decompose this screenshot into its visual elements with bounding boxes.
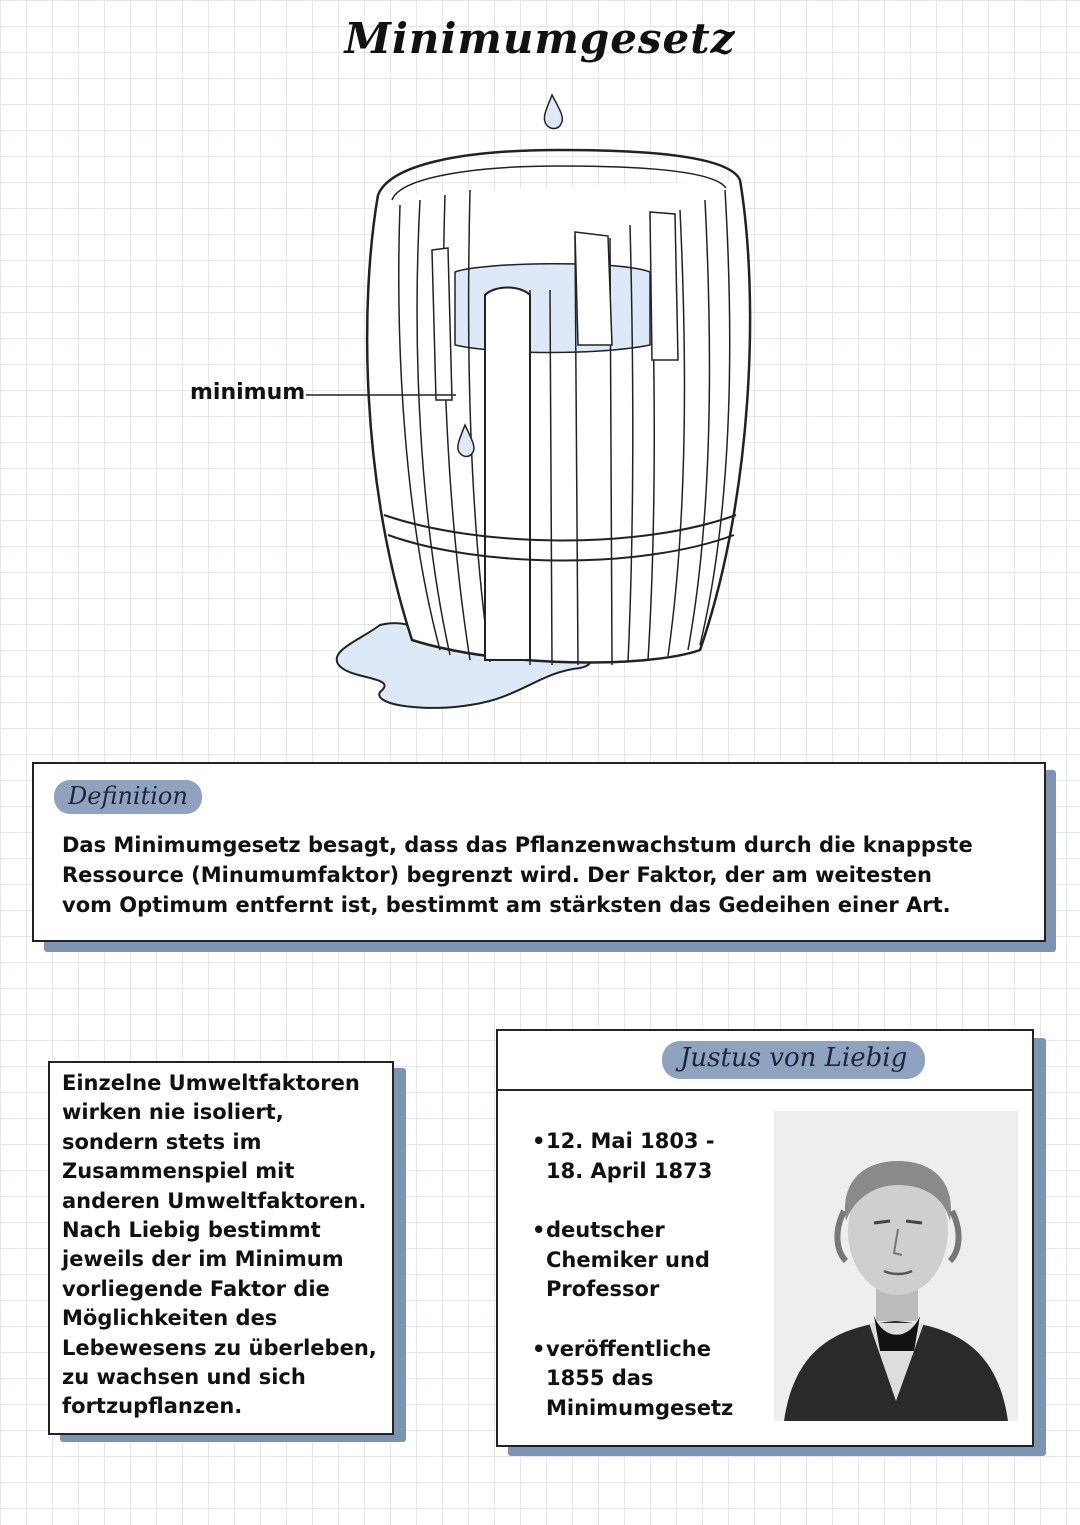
text-line: Lebewesens zu überleben, xyxy=(62,1335,377,1360)
fact-line: veröffentliche xyxy=(546,1336,711,1361)
text-line: anderen Umweltfaktoren. xyxy=(62,1188,367,1213)
definition-line: Das Minimumgesetz besagt, dass das Pflanzenwachstum durch die knappste xyxy=(62,833,973,857)
minimum-stave xyxy=(485,288,530,661)
text-line: Zusammenspiel mit xyxy=(62,1159,295,1184)
portrait-icon xyxy=(774,1111,1018,1421)
fact-item xyxy=(532,1127,772,1186)
water-drop-icon xyxy=(544,95,562,129)
fact-line: Professor xyxy=(546,1277,660,1301)
fact-line: 12. Mai 1803 - xyxy=(546,1129,715,1153)
text-line: fortzupflanzen. xyxy=(62,1394,243,1419)
bullet-icon: • xyxy=(532,1336,546,1361)
umweltfaktoren-text xyxy=(62,1069,388,1422)
definition-line: Ressource (Minumumfaktor) begrenzt wird. Der Faktor, der am weitesten xyxy=(62,863,932,887)
fact-item xyxy=(532,1216,772,1305)
fact-line: 18. April 1873 xyxy=(546,1158,713,1183)
fact-line: deutscher xyxy=(546,1218,665,1242)
text-line: wirken nie isoliert, xyxy=(62,1100,284,1125)
umweltfaktoren-box xyxy=(48,1061,394,1435)
fact-line: Chemiker und xyxy=(546,1247,710,1272)
page-title: Minimumgesetz xyxy=(344,14,736,63)
barrel-body xyxy=(367,180,750,662)
text-line: jeweils der im Minimum xyxy=(62,1247,344,1272)
text-line: Möglichkeiten des xyxy=(62,1306,278,1331)
definition-text xyxy=(62,830,1012,920)
text-line: vorliegende Faktor die xyxy=(62,1276,330,1301)
bullet-icon: • xyxy=(532,1218,546,1242)
fact-item xyxy=(532,1335,772,1424)
liebig-box xyxy=(496,1029,1034,1447)
minimum-label: minimum xyxy=(190,380,306,405)
liebig-divider xyxy=(498,1089,1032,1091)
fact-line: Minimumgesetz xyxy=(546,1395,734,1420)
text-line: zu wachsen und sich xyxy=(62,1365,306,1390)
bullet-icon: • xyxy=(532,1129,546,1153)
liebig-facts xyxy=(532,1127,772,1453)
barrel-diagram xyxy=(0,0,1080,740)
text-line: sondern stets im xyxy=(62,1129,262,1154)
liebig-name-tag: Justus von Liebig xyxy=(662,1041,925,1079)
text-line: Nach Liebig bestimmt xyxy=(62,1218,321,1243)
definition-box xyxy=(32,762,1046,942)
definition-line: vom Optimum entfernt ist, bestimmt am stärksten das Gedeihen einer Art. xyxy=(62,893,951,917)
text-line: Einzelne Umweltfaktoren xyxy=(62,1071,360,1095)
definition-tag: Definition xyxy=(54,780,202,814)
fact-line: 1855 das xyxy=(546,1366,654,1390)
